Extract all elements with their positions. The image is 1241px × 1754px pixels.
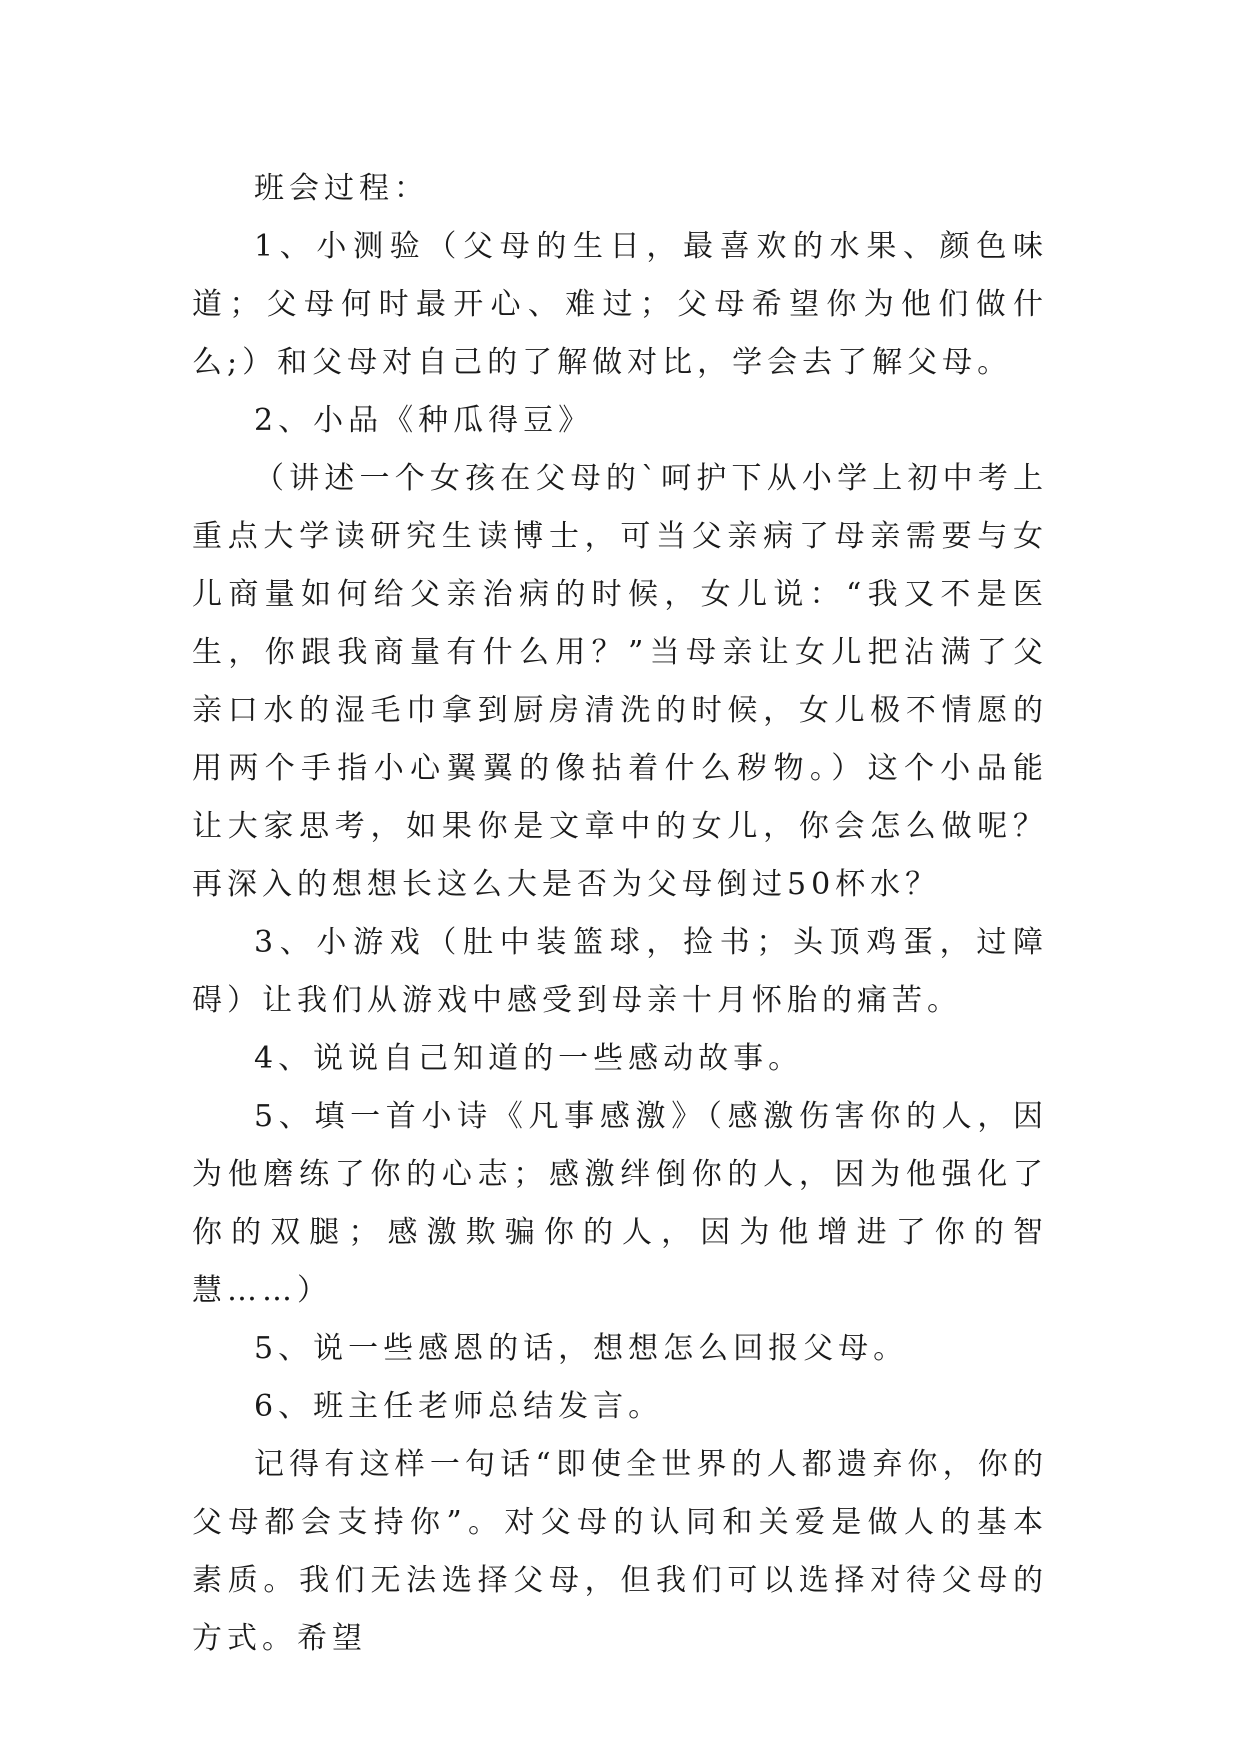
paragraph-sketch-description: （讲述一个女孩在父母的`呵护下从小学上初中考上重点大学读研究生读博士，可当父亲病了母亲需要与女儿商量如何给父亲治病的时候，女儿说：“我又不是医生，你跟我商量有什么用？”当母亲让女儿把沾满了父亲口水的湿毛巾拿到厨房清洗的时候，女儿极不情愿的用两个手指小心翼翼的像拈着什么秽物。）这个小品能让大家思考，如果你是文章中的女儿，你会怎么做呢？再深入的想想长这么大是否为父母倒过50杯水？ <box>192 461 1048 902</box>
document-page <box>192 160 1048 1668</box>
paragraph-item-3: 3、小游戏（肚中装篮球，捡书；头顶鸡蛋，过障碍）让我们从游戏中感受到母亲十月怀胎的痛苦。 <box>192 925 1048 1018</box>
paragraph-item-2: 2、小品《种瓜得豆》 <box>254 403 594 438</box>
paragraph-conclusion: 记得有这样一句话“即使全世界的人都遗弃你，你的父母都会支持你”。对父母的认同和关爱是做人的基本素质。我们无法选择父母，但我们可以选择对待父母的方式。希望 <box>192 1447 1048 1656</box>
paragraph-item-6: 6、班主任老师总结发言。 <box>254 1389 664 1424</box>
paragraph-item-5-poem: 5、填一首小诗《凡事感激》（感激伤害你的人，因为他磨练了你的心志；感激绊倒你的人，因为他强化了你的双腿；感激欺骗你的人，因为他增进了你的智慧……） <box>192 1099 1048 1308</box>
paragraph-item-4: 4、说说自己知道的一些感动故事。 <box>254 1041 804 1076</box>
paragraph-item-5-thanks: 5、说一些感恩的话，想想怎么回报父母。 <box>254 1331 909 1366</box>
paragraph-item-1: 1、小测验（父母的生日，最喜欢的水果、颜色味道；父母何时最开心、难过；父母希望你为他们做什么;）和父母对自己的了解做对比，学会去了解父母。 <box>192 229 1048 380</box>
section-heading: 班会过程： <box>254 171 429 206</box>
